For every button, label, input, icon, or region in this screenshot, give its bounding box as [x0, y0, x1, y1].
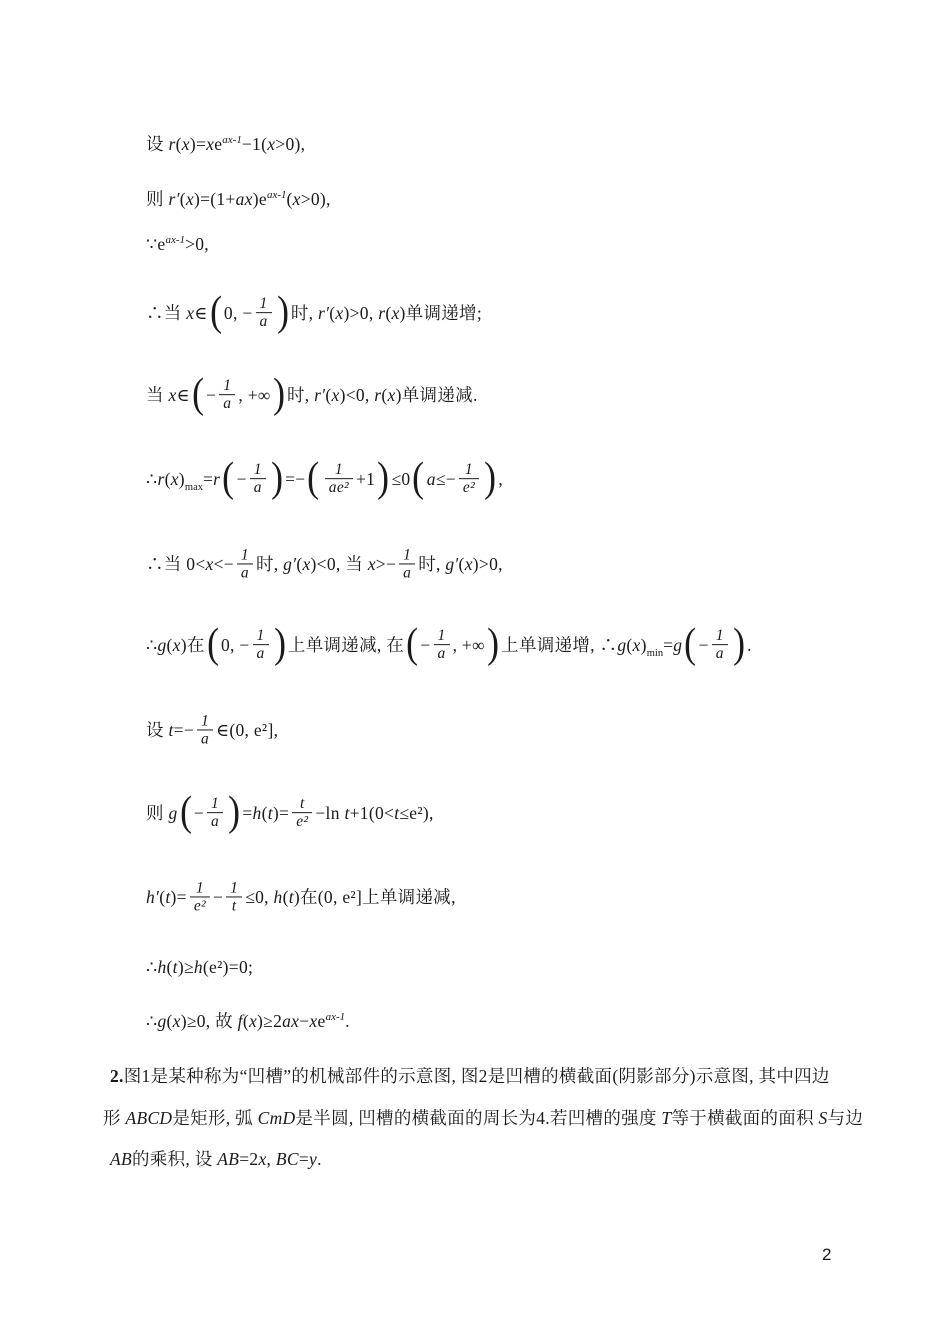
solution-math-line: [146, 289, 483, 336]
big-paren: (: [406, 621, 419, 668]
text-run: 上单调递增, ∴: [501, 635, 618, 656]
text-run: 时,: [255, 554, 284, 575]
solution-math-line: [146, 134, 305, 156]
text-run: )>0,: [343, 303, 379, 324]
text-run: )=: [189, 134, 207, 155]
text-run: 时,: [286, 385, 315, 406]
big-paren: (: [209, 289, 222, 336]
text-run: (: [458, 554, 465, 575]
text-run: g: [157, 1011, 167, 1032]
fraction-denominator: a: [715, 645, 724, 663]
text-run: +1(0<: [349, 803, 395, 824]
text-run: AB: [110, 1149, 132, 1170]
fraction: [256, 295, 272, 330]
text-run: x: [331, 385, 340, 406]
text-run: >0),: [300, 189, 331, 210]
text-run: x: [391, 303, 400, 324]
text-run: t: [288, 887, 294, 908]
text-run: S: [818, 1108, 828, 1129]
fraction: [292, 795, 312, 830]
text-run: −: [193, 803, 205, 824]
text-run: −: [420, 635, 431, 656]
fraction: [712, 627, 728, 662]
text-run: h: [252, 803, 262, 824]
fraction-numerator: 1: [219, 377, 235, 395]
fraction-denominator: a: [211, 813, 220, 831]
text-run: AB: [217, 1149, 240, 1170]
text-run: 设: [146, 134, 169, 155]
fraction-numerator: 1: [207, 795, 223, 813]
fraction-numerator: 1: [253, 627, 269, 645]
text-run: (: [159, 887, 166, 908]
text-run: (: [329, 303, 336, 324]
text-run: −: [206, 385, 217, 406]
text-run: =−: [285, 469, 306, 490]
fraction-denominator: t: [231, 897, 237, 915]
fraction: [253, 627, 269, 662]
fraction: [459, 461, 479, 496]
text-run: t: [172, 957, 178, 978]
text-run: =2: [239, 1149, 259, 1170]
text-run: x: [248, 1011, 258, 1032]
solution-math-line: [146, 455, 504, 502]
text-run: x: [205, 554, 214, 575]
text-run: (: [261, 803, 268, 824]
text-run: )≥0, 故: [180, 1011, 238, 1032]
text-run: h′: [146, 887, 160, 908]
big-paren: ): [732, 621, 746, 668]
solution-math-line: [146, 548, 503, 583]
text-run: min: [646, 648, 664, 660]
fraction-numerator: 1: [256, 295, 272, 313]
text-run: (: [179, 189, 186, 210]
solution-math-line: [146, 789, 434, 836]
text-run: ∵e: [146, 234, 166, 255]
text-run: BC: [275, 1149, 299, 1170]
text-run: ,: [498, 469, 504, 490]
text-run: g: [673, 635, 683, 656]
page-number: 2: [822, 1245, 832, 1264]
text-run: r′: [168, 189, 180, 210]
problem-2-text-line: [110, 1149, 322, 1171]
text-run: f: [237, 1011, 243, 1032]
text-run: )≥2: [257, 1011, 283, 1032]
text-run: .: [345, 1011, 350, 1032]
text-run: 上单调递减, 在: [287, 635, 405, 656]
text-run: 时,: [418, 554, 446, 575]
text-run: =: [663, 635, 674, 656]
text-run: .: [747, 635, 752, 656]
text-run: 2.: [110, 1066, 124, 1087]
text-run: x: [367, 554, 376, 575]
fraction-numerator: 1: [399, 546, 415, 564]
text-run: x: [632, 635, 641, 656]
text-run: x: [258, 1149, 267, 1170]
fraction: [207, 795, 223, 830]
big-paren: (: [684, 621, 697, 668]
fraction-denominator: a: [259, 313, 268, 331]
text-run: )在: [180, 635, 205, 656]
big-paren: ): [484, 455, 497, 502]
text-run: −: [212, 887, 224, 908]
text-run: )单调递增;: [399, 303, 483, 324]
fraction-numerator: 1: [434, 627, 450, 645]
solution-math-line: [146, 957, 253, 979]
text-run: (: [166, 635, 173, 656]
text-run: =: [298, 1149, 310, 1170]
fraction: [190, 879, 210, 914]
text-run: h: [157, 957, 167, 978]
text-run: )<0, 当: [310, 554, 368, 575]
text-run: ∴: [146, 957, 158, 978]
text-run: x: [335, 303, 344, 324]
text-run: r: [157, 469, 165, 490]
big-paren: (: [307, 455, 320, 502]
text-run: ∈: [194, 303, 208, 324]
text-run: (e²)=0;: [202, 957, 254, 978]
text-run: =: [242, 803, 253, 824]
text-run: 则: [146, 803, 169, 824]
text-run: 当: [146, 385, 169, 406]
text-run: h: [193, 957, 203, 978]
fraction-numerator: 1: [250, 461, 266, 479]
text-run: x: [172, 635, 181, 656]
text-run: ∴当 0<: [146, 554, 206, 575]
text-run: x: [181, 134, 190, 155]
text-run: ∴: [146, 1011, 158, 1032]
text-run: )>0,: [472, 554, 503, 575]
fraction: [325, 461, 353, 496]
text-run: 时,: [290, 303, 319, 324]
text-run: ≤e²),: [399, 803, 434, 824]
text-run: ABCD: [125, 1108, 173, 1129]
text-run: (: [166, 1011, 173, 1032]
text-run: ≤0,: [245, 887, 274, 908]
fraction-numerator: 1: [712, 627, 728, 645]
text-run: .: [317, 1149, 322, 1170]
text-run: r′: [318, 303, 330, 324]
text-run: x: [464, 554, 473, 575]
text-run: 的乘积, 设: [131, 1149, 218, 1170]
text-run: r: [374, 385, 382, 406]
fraction: [219, 377, 235, 412]
text-run: −: [698, 635, 709, 656]
text-run: x: [185, 189, 194, 210]
text-run: t: [267, 803, 273, 824]
fraction-numerator: 1: [197, 712, 213, 730]
text-run: x: [168, 385, 177, 406]
fraction: [237, 546, 253, 581]
text-run: +1: [355, 469, 376, 490]
text-run: r: [213, 469, 221, 490]
text-run: 等于横截面的面积: [671, 1108, 819, 1129]
text-run: h: [273, 887, 283, 908]
text-run: e: [214, 134, 223, 155]
text-run: ≤0: [391, 469, 411, 490]
fraction: [250, 461, 266, 496]
fraction-denominator: e²: [296, 813, 309, 831]
fraction: [434, 627, 450, 662]
text-run: 是半圆, 凹槽的横截面的周长为4.若凹槽的强度: [295, 1108, 662, 1129]
fraction: [197, 712, 213, 747]
text-run: (: [164, 469, 171, 490]
big-paren: ): [377, 455, 390, 502]
text-run: t: [165, 887, 171, 908]
text-run: x: [186, 303, 195, 324]
text-run: g: [157, 635, 167, 656]
text-run: x: [206, 134, 215, 155]
text-run: T: [661, 1108, 672, 1129]
text-run: x: [170, 469, 179, 490]
text-run: ≤−: [435, 469, 456, 490]
text-run: 设: [146, 720, 169, 741]
text-run: )在(0, e²]上单调递减,: [293, 887, 456, 908]
text-run: 形: [103, 1108, 126, 1129]
text-run: r: [378, 303, 386, 324]
text-run: 是矩形, 弧: [172, 1108, 258, 1129]
text-run: >0),: [275, 134, 306, 155]
text-run: ax-1: [222, 134, 242, 147]
text-run: t: [394, 803, 400, 824]
solution-math-line: [146, 234, 209, 256]
text-run: t: [344, 803, 350, 824]
text-run: ∈(0, e²],: [216, 720, 279, 741]
big-paren: ): [486, 621, 500, 668]
fraction-denominator: a: [253, 479, 262, 497]
text-run: t: [168, 720, 174, 741]
text-run: , +∞: [238, 385, 271, 406]
text-run: )≥: [177, 957, 194, 978]
text-run: 与边: [827, 1108, 864, 1129]
text-run: r: [168, 134, 176, 155]
text-run: =−: [173, 720, 194, 741]
text-run: ): [178, 469, 185, 490]
big-paren: (: [206, 621, 219, 668]
text-run: (: [286, 189, 293, 210]
text-run: (: [296, 554, 303, 575]
text-run: r′: [314, 385, 326, 406]
text-run: x: [292, 189, 301, 210]
text-run: CmD: [257, 1108, 296, 1129]
solution-math-line: [146, 189, 331, 211]
text-run: a: [426, 469, 436, 490]
text-run: ,: [266, 1149, 276, 1170]
text-run: >0,: [185, 234, 209, 255]
solution-math-line: [146, 1011, 350, 1033]
solution-math-line: [146, 881, 456, 916]
text-run: −1(: [241, 134, 268, 155]
text-run: g′: [283, 554, 297, 575]
text-run: (: [282, 887, 289, 908]
text-run: 则: [146, 189, 169, 210]
text-run: ax: [282, 1011, 300, 1032]
text-run: )<0,: [339, 385, 375, 406]
fraction: [399, 546, 415, 581]
text-run: (: [381, 385, 388, 406]
fraction-numerator: 1: [226, 879, 242, 897]
text-run: x: [302, 554, 311, 575]
text-run: )=: [272, 803, 290, 824]
text-run: 0, −: [223, 303, 253, 324]
big-paren: (: [191, 371, 205, 418]
text-run: )e: [252, 189, 267, 210]
text-run: ∴当: [146, 303, 187, 324]
fraction-denominator: a: [403, 564, 412, 582]
text-run: y: [309, 1149, 318, 1170]
text-run: ∴: [146, 635, 158, 656]
fraction-denominator: a: [223, 395, 232, 413]
text-run: x: [309, 1011, 318, 1032]
big-paren: ): [228, 789, 241, 836]
text-run: ax-1: [266, 189, 287, 202]
text-run: (: [242, 1011, 249, 1032]
text-run: , +∞: [452, 635, 485, 656]
big-paren: ): [273, 621, 286, 668]
text-run: −: [299, 1011, 310, 1032]
fraction-denominator: ae²: [328, 479, 349, 497]
big-paren: ): [270, 455, 284, 502]
text-run: x: [172, 1011, 181, 1032]
text-run: 图1是某种称为“凹槽”的机械部件的示意图, 图2是凹槽的横截面(阴影部分)示意图, 其中四边: [123, 1066, 830, 1087]
text-run: x: [387, 385, 396, 406]
fraction-denominator: a: [437, 645, 446, 663]
fraction-numerator: t: [292, 795, 312, 813]
text-run: −ln: [315, 803, 345, 824]
text-run: )单调递减.: [395, 385, 478, 406]
fraction: [226, 879, 242, 914]
text-run: ∴: [146, 469, 158, 490]
text-run: ax-1: [325, 1011, 346, 1024]
text-run: 0, −: [220, 635, 250, 656]
text-run: ax-1: [165, 234, 186, 247]
fraction-denominator: e²: [462, 479, 476, 497]
fraction-numerator: 1: [325, 461, 353, 479]
text-run: g′: [445, 554, 459, 575]
text-run: ∈: [176, 385, 190, 406]
text-run: max: [184, 482, 203, 494]
big-paren: (: [222, 455, 235, 502]
text-run: <−: [213, 554, 234, 575]
text-run: x: [267, 134, 276, 155]
solution-math-line: [146, 621, 752, 668]
text-run: ax: [235, 189, 253, 210]
big-paren: ): [272, 371, 285, 418]
fraction-denominator: e²: [193, 897, 206, 915]
text-run: )=: [170, 887, 187, 908]
text-run: g: [617, 635, 627, 656]
text-run: ): [640, 635, 647, 656]
problem-2-text-line: [110, 1066, 830, 1088]
fraction-numerator: 1: [190, 879, 210, 897]
fraction-numerator: 1: [459, 461, 479, 479]
text-run: −: [236, 469, 247, 490]
text-run: (: [166, 957, 173, 978]
text-run: g: [168, 803, 178, 824]
fraction-numerator: 1: [237, 546, 253, 564]
text-run: (: [626, 635, 633, 656]
problem-2-text-line: [103, 1108, 863, 1130]
fraction-denominator: a: [240, 564, 249, 582]
fraction-denominator: a: [256, 645, 265, 663]
solution-math-line: [146, 714, 278, 749]
text-run: (: [175, 134, 182, 155]
big-paren: ): [276, 289, 289, 336]
text-run: =: [203, 469, 214, 490]
fraction-denominator: a: [201, 730, 210, 748]
text-run: )=(1+: [193, 189, 236, 210]
big-paren: (: [412, 455, 425, 502]
text-run: (: [325, 385, 332, 406]
solution-math-line: [146, 371, 478, 418]
text-run: >−: [375, 554, 397, 575]
text-run: (: [385, 303, 392, 324]
big-paren: (: [179, 789, 192, 836]
text-run: e: [317, 1011, 326, 1032]
